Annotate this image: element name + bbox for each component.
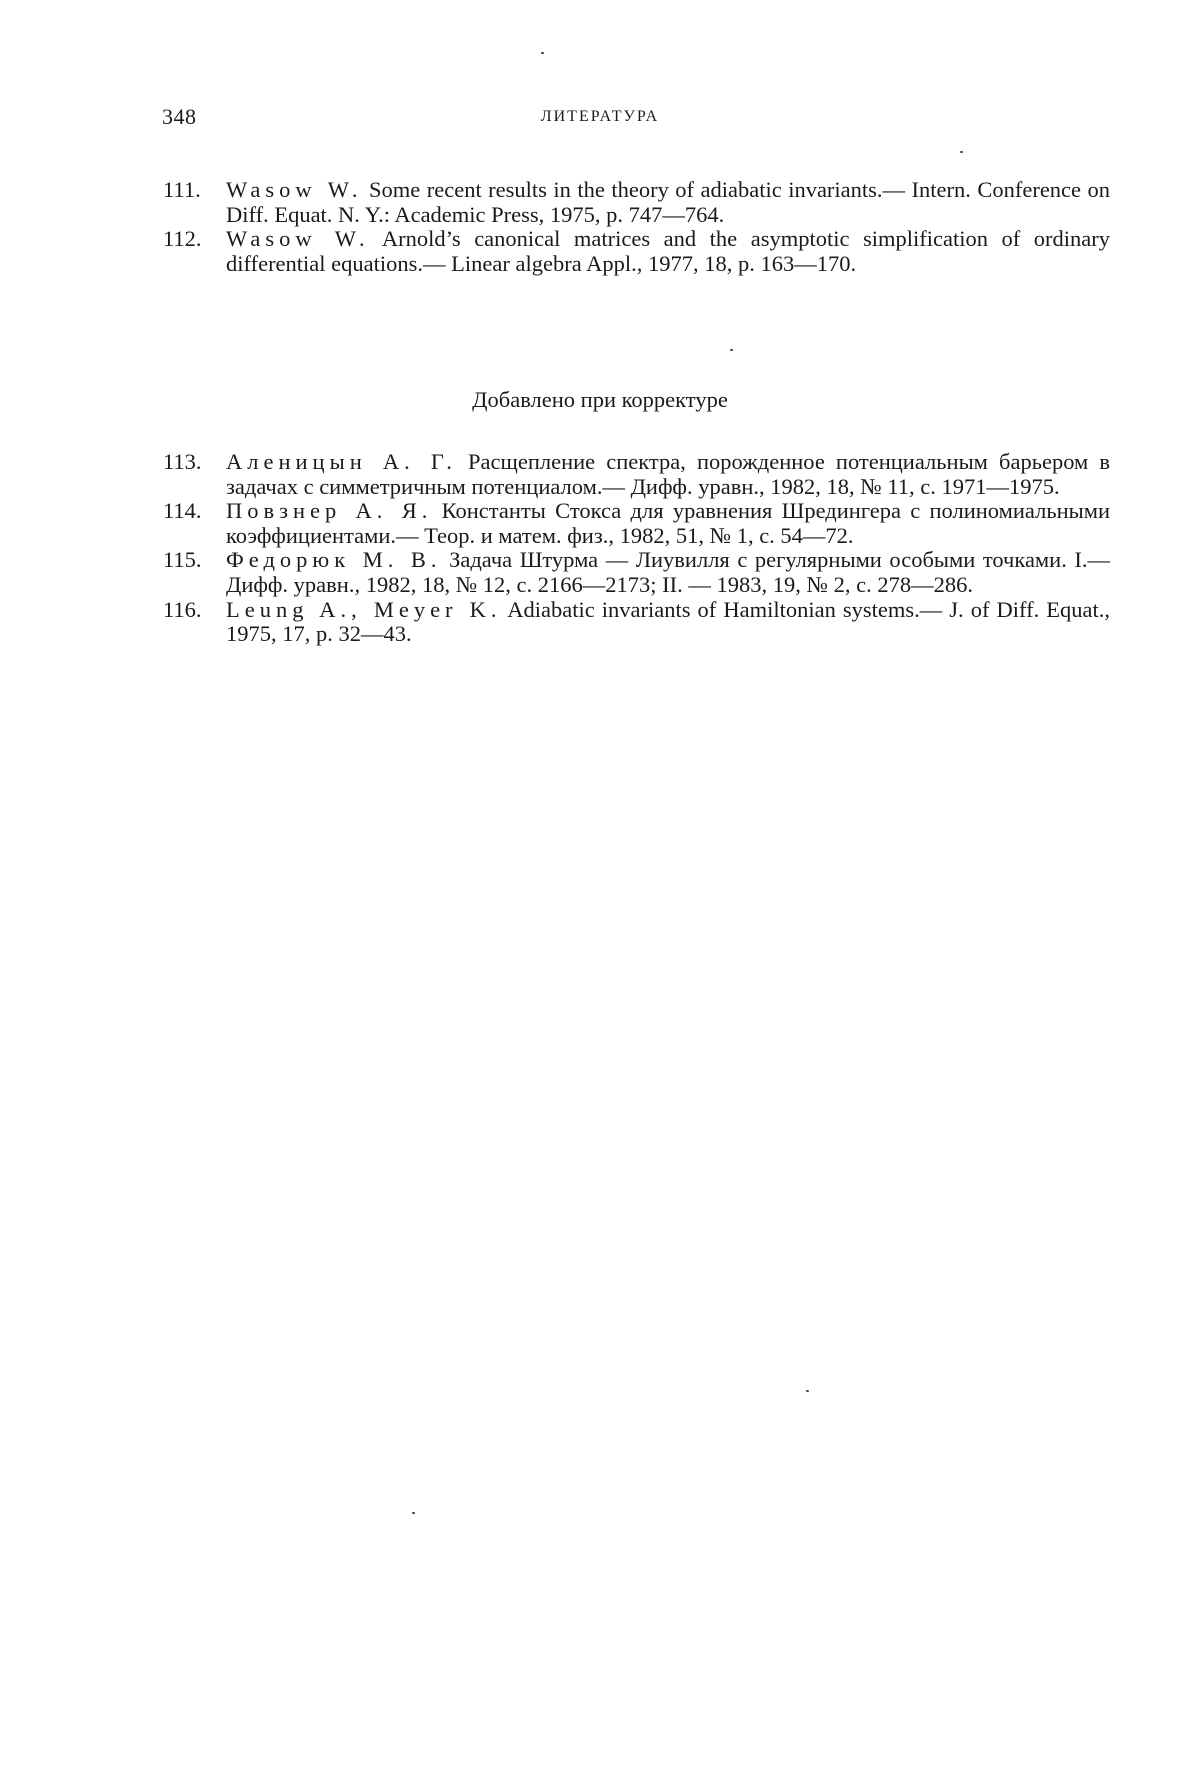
- page-number: 348: [162, 104, 197, 129]
- scan-speck: [412, 1512, 415, 1514]
- reference-text: [226, 548, 1110, 597]
- reference-body: Расщепление спектра, порожденное потенциальным барьером в задачах с симметричным потенциалом.— Дифф. уравн., 1982, 18, № 11, с. 1971—1975.: [226, 449, 1111, 499]
- reference-author: Wasow W.: [226, 177, 363, 202]
- running-title: ЛИТЕРАТУРА: [540, 108, 660, 125]
- added-reference-list: [163, 450, 1110, 647]
- scan-speck: [960, 151, 963, 153]
- reference-author: Wasow W.: [226, 226, 370, 252]
- reference-item: [163, 450, 1110, 499]
- reference-number: 114.: [163, 498, 202, 524]
- reference-body: Задача Штурма — Лиувилля с регулярными особыми точками. I.— Дифф. уравн., 1982, 18, № 12, с. 2166—2173; II. — 1983, 19, № 2, с. 278—286.: [226, 547, 1110, 597]
- reference-author: Федорюк М. В.: [226, 547, 442, 573]
- reference-number: 115.: [163, 547, 202, 573]
- reference-body: Some recent results in the theory of adiabatic invariants.— Intern. Conference on Diff. Equat. N. Y.: Academic Press, 1975, p. 747—764.: [226, 177, 1111, 227]
- scan-speck: [730, 349, 733, 351]
- section-heading: Добавлено при корректуре: [472, 387, 728, 412]
- reference-text: [226, 178, 1110, 227]
- reference-body: Arnold’s canonical matrices and the asymptotic simplification of ordinary differential equations.— Linear algebra Appl., 1977, 18, p. 163—170.: [226, 226, 1110, 276]
- reference-body: Константы Стокса для уравнения Шредингера с полиномиальными коэффициентами.— Теор. и матем. физ., 1982, 51, № 1, с. 54—72.: [226, 498, 1111, 548]
- reference-text: [226, 598, 1110, 647]
- reference-author: Повзнер А. Я.: [226, 498, 433, 524]
- reference-item: [163, 548, 1110, 597]
- reference-number: 113.: [163, 449, 202, 474]
- reference-list: [163, 178, 1110, 276]
- scan-speck: [541, 52, 544, 54]
- reference-text: [226, 450, 1110, 499]
- reference-author: Leung A., Meyer K.: [226, 596, 502, 622]
- reference-number: 112.: [163, 226, 202, 252]
- reference-text: [226, 499, 1110, 548]
- scan-speck: [806, 1390, 809, 1392]
- reference-number: 116.: [163, 596, 202, 622]
- reference-author: Аленицын А. Г.: [226, 449, 457, 474]
- reference-item: [163, 227, 1110, 276]
- reference-text: [226, 227, 1110, 276]
- reference-item: [163, 178, 1110, 227]
- reference-item: [163, 598, 1110, 647]
- reference-item: [163, 499, 1110, 548]
- reference-body: Adiabatic invariants of Hamiltonian systems.— J. of Diff. Equat., 1975, 17, p. 32—43.: [226, 596, 1110, 647]
- reference-number: 111.: [163, 177, 201, 202]
